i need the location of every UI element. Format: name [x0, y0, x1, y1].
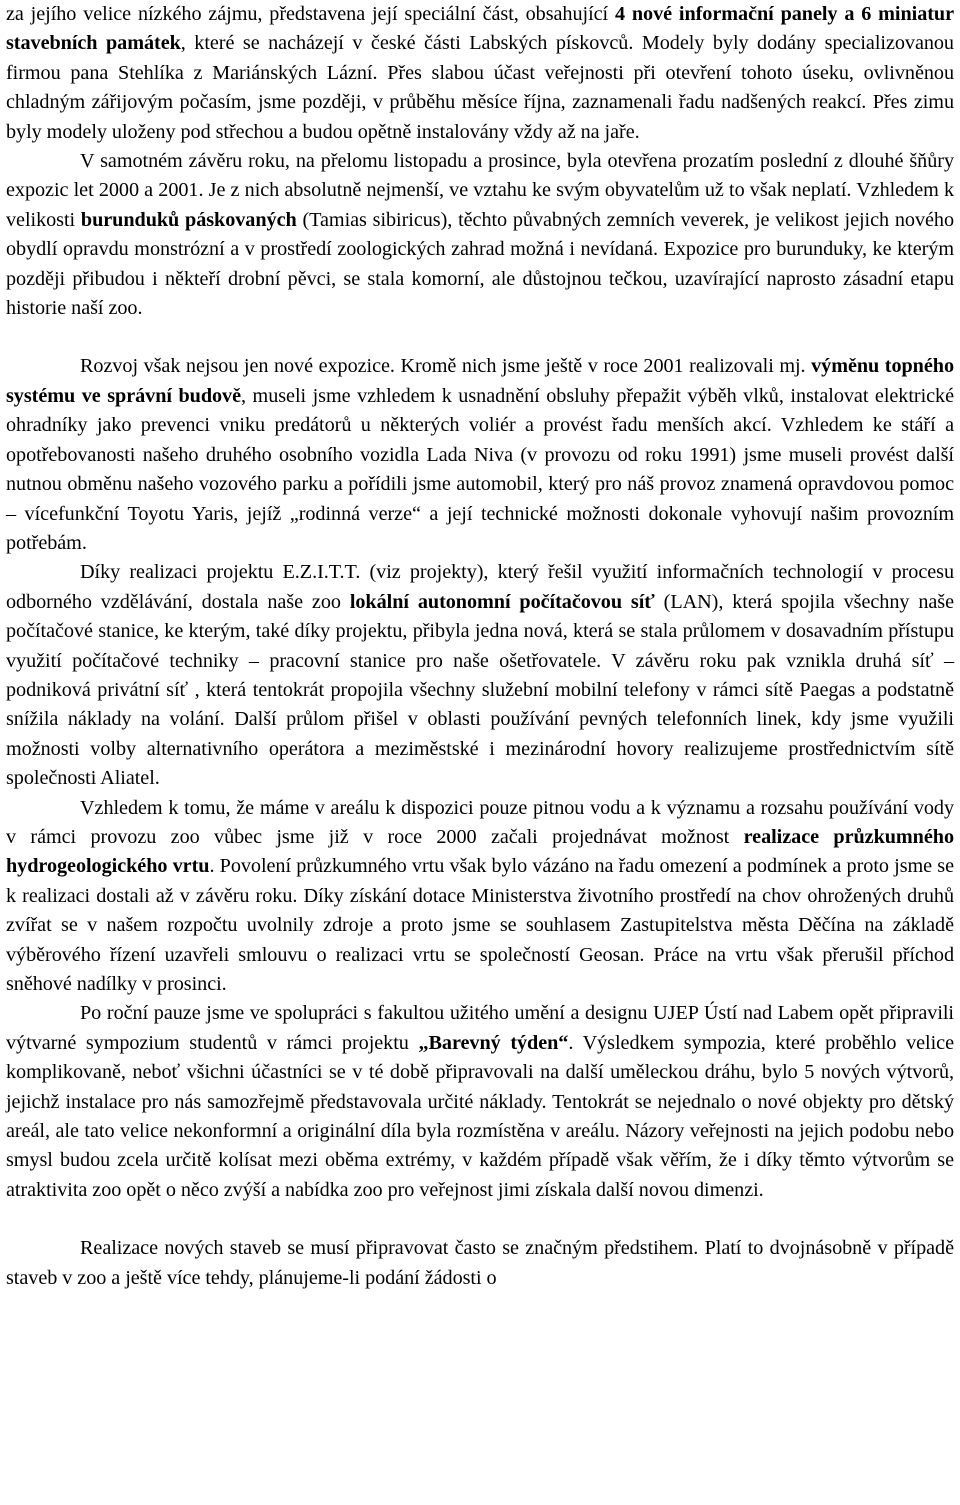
- body-paragraph: [6, 147, 954, 323]
- text-run: Díky realizaci projektu E.Z.I.T.T. (viz projekty), který řešil využití informačních technologií v procesu odborného vzdělávání, dostala naše zoo: [6, 561, 954, 613]
- body-paragraph: [6, 352, 954, 558]
- body-paragraph: [6, 1234, 954, 1293]
- text-run: Po roční pauze jsme ve spolupráci s fakultou užitého umění a designu UJEP Ústí nad Labem opět připravili výtvarné sympozium studentů v rámci projektu: [6, 1002, 954, 1054]
- body-paragraph: [6, 0, 954, 147]
- text-run: . Povolení průzkumného vrtu však bylo vázáno na řadu omezení a podmínek a proto jsme se k realizaci dostali až v závěru roku. Díky získání dotace Ministerstva životního prostředí na chov ohrožených druhů zvířat se v našem rozpočtu uvolnily zdroje a proto jsme se souhlasem Zastupitelstva města Děčína na základě výběrového řízení uzavřeli smlouvu o realizaci vrtu se společností Geosan. Práce na vrtu však přerušil příchod sněhové nadílky v prosinci.: [6, 855, 954, 995]
- body-paragraph: [6, 794, 954, 1000]
- paragraph-spacer: [6, 1205, 954, 1234]
- body-paragraph: [6, 999, 954, 1205]
- text-run: (Tamias sibiricus), těchto půvabných zemních veverek, je velikost jejich nového obydlí opravdu monstrózní a v prostředí zoologických zahrad možná i nevídaná. Expozice pro burunduky, ke kterým později přibudou i někteří drobní pěvci, se stala komorní, ale důstojnou tečkou, uzavírající naprosto zásadní etapu historie naší zoo.: [6, 208, 954, 320]
- document-page: [6, 0, 954, 1293]
- text-run: . Výsledkem sympozia, které proběhlo velice komplikovaně, neboť všichni účastníci se v té době připravovali na další uměleckou dráhu, bylo 5 nových výtvorů, jejichž instalace pro nás samozřejmě představovala určité náklady. Tentokrát se nejednalo o nové objekty pro dětský areál, ale tato velice nekonformní a originální díla byla rozmístěna v areálu. Názory veřejnosti na jejich podobu nebo smysl budou zcela určitě kolísat mezi oběma extrémy, v každém případě však věřím, že i díky těmto výtvorům se atraktivita zoo opět o něco zvýší a nabídka zoo pro veřejnost jimi získala další novou dimenzi.: [6, 1031, 954, 1201]
- text-run: V samotném závěru roku, na přelomu listopadu a prosince, byla otevřena prozatím poslední z dlouhé šňůry expozic let 2000 a 2001. Je z nich absolutně nejmenší, ve vztahu ke svým obyvatelům už to však neplatí. Vzhledem k velikosti: [6, 150, 954, 231]
- text-run: Rozvoj však nejsou jen nové expozice. Kromě nich jsme ještě v roce 2001 realizovali mj.: [80, 355, 812, 378]
- body-paragraph: [6, 558, 954, 793]
- paragraph-spacer: [6, 323, 954, 352]
- text-run: (LAN), která spojila všechny naše počítačové stanice, ke kterým, také díky projektu, přibyla jedna nová, která se stala průlomem v dosavadním přístupu využití počítačové techniky – pracovní stanice pro naše ošetřovatele. V závěru roku pak vznikla druhá síť – podniková privátní síť , která tentokrát propojila všechny služební mobilní telefony v rámci sítě Paegas a podstatně snížila náklady na volání. Další průlom přišel v oblasti používání pevných telefonních linek, kdy jsme využili možnosti volby alternativního operátora a meziměstské i mezinárodní hovory realizujeme prostřednictvím sítě společnosti Aliatel.: [6, 590, 954, 790]
- text-run: za jejího velice nízkého zájmu, představena její speciální část, obsahující: [6, 3, 615, 25]
- bold-text-run: lokální autonomní počítačovou síť: [349, 590, 655, 613]
- bold-text-run: burunduků páskovaných: [80, 208, 297, 231]
- text-run: , které se nacházejí v české části Labských pískovců. Modely byly dodány specializovanou firmou pana Stehlíka z Mariánských Lázní. Přes slabou účast veřejnosti při otevření tohoto úseku, ovlivněnou chladným zářijovým počasím, jsme později, v průběhu měsíce října, zaznamenali řadu nadšených reakcí. Přes zimu byly modely uloženy pod střechou a budou opětně instalovány vždy až na jaře.: [6, 32, 954, 143]
- text-run: , museli jsme vzhledem k usnadnění obsluhy přepažit výběh vlků, instalovat elektrické ohradníky jako prevenci vniku predátorů u některých voliér a provést řadu menších akcí. Vzhledem ke stáří a opotřebovanosti našeho druhého osobního vozidla Lada Niva (v provozu od roku 1991) jsme museli provést další nutnou obměnu našeho vozového parku a pořídili jsme automobil, který pro náš provoz znamená opravdovou pomoc – vícefunkční Toyotu Yaris, jejíž „rodinná verze“ a její technické možnosti dokonale vyhovují našim provozním potřebám.: [6, 384, 954, 554]
- bold-text-run: výměnu topného systému ve správní budově: [6, 355, 954, 407]
- bold-text-run: „Barevný týden“: [418, 1031, 569, 1054]
- bold-text-run: realizace průzkumného hydrogeologického vrtu: [6, 825, 954, 878]
- text-run: Realizace nových staveb se musí připravovat často se značným předstihem. Platí to dvojnásobně v případě staveb v zoo a ještě více tehdy, plánujeme-li podání žádosti o: [6, 1237, 954, 1289]
- text-run: Vzhledem k tomu, že máme v areálu k dispozici pouze pitnou vodu a k významu a rozsahu používání vody v rámci provozu zoo vůbec jsme již v roce 2000 začali projednávat možnost: [6, 796, 954, 848]
- bold-text-run: 4 nové informační panely a 6 miniatur stavebních památek: [6, 3, 954, 55]
